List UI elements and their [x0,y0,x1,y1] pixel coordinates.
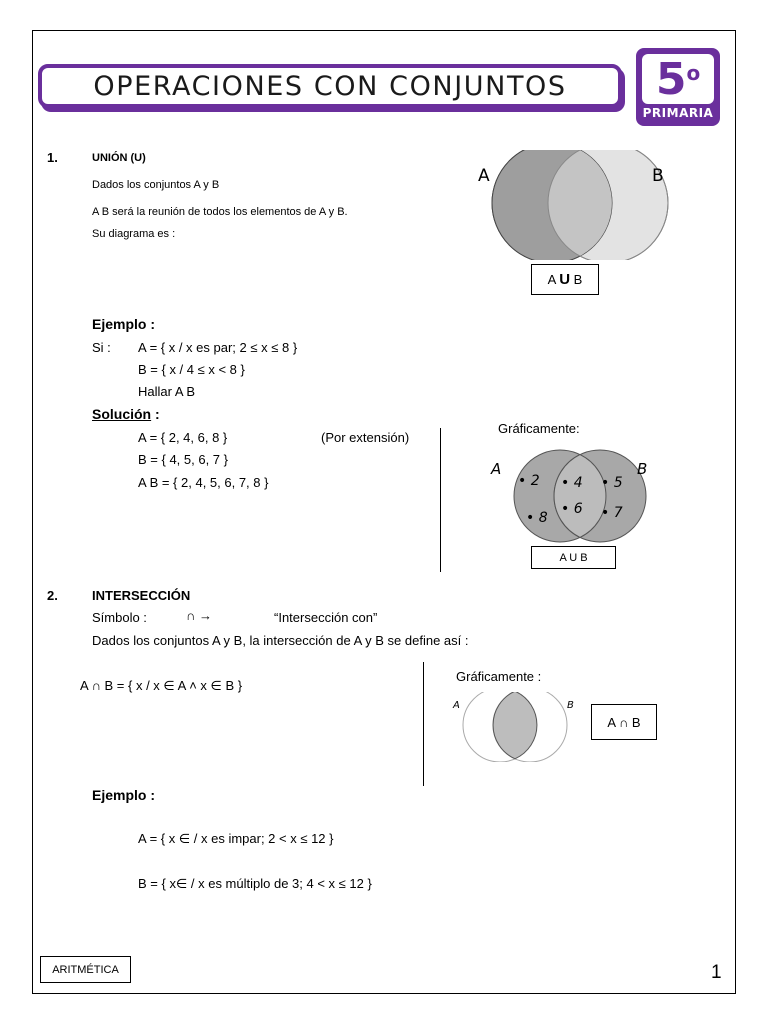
divider-line-2 [423,662,424,786]
example2-set-a: A = { x ∈ / x es impar; 2 < x ≤ 12 } [138,831,334,846]
example1-set-a: A = { x / x es par; 2 ≤ x ≤ 8 } [138,340,298,355]
element-5: • 5 [601,475,623,491]
intersection-caption: A ∩ B [607,714,641,730]
grade-number [642,54,714,104]
grade-badge [636,48,720,126]
example2-set-b: B = { x∈ / x es múltiplo de 3; 4 < x ≤ 12 } [138,876,372,891]
symbol-value: ∩ → [186,608,212,623]
divider-line-1 [440,428,441,572]
element-4: • 4 [561,475,583,491]
solution-set-a: A = { 2, 4, 6, 8 } [138,430,228,445]
grade-digit: 5 [655,53,687,105]
union-venn-diagram [470,150,670,260]
element-6: • 6 [561,501,583,517]
symbol-label: Símbolo : [92,610,147,625]
example1-si-label: Si : [92,340,111,355]
element-2: • 2 [518,473,540,489]
subject-box [40,956,131,983]
example1-heading: Ejemplo : [92,316,156,332]
intersection-venn-diagram [448,692,584,762]
solution-colon: : [151,406,160,422]
example1-venn-diagram [480,448,660,548]
section1-line3: Su diagrama es : [92,228,176,240]
example1-label-a: A [491,460,502,478]
section1-line1: Dados los conjuntos A y B [92,179,220,191]
union-label-a: A [478,166,490,186]
solution-label: Solución [92,406,152,422]
union-caption-box [531,264,599,295]
example2-heading: Ejemplo : [92,787,156,803]
grade-label: PRIMARIA [642,106,714,120]
union-label-b: B [652,166,664,186]
subject-label: ARITMÉTICA [52,963,119,976]
solution-union: A B = { 2, 4, 5, 6, 7, 8 } [138,475,269,490]
grade-ordinal: o [686,61,701,85]
intersection-definition: A ∩ B = { x / x ∈ A ˄ x ∈ B } [80,678,243,693]
solution-note: (Por extensión) [321,430,410,445]
union-caption-symbol: U [559,271,571,288]
intersection-label-a: A [453,700,460,711]
intersection-graph-heading: Gráficamente : [456,669,542,684]
page-number: 1 [711,962,722,983]
intersection-intro: Dados los conjuntos A y B, la intersección de A y B se define así : [92,633,469,648]
example1-caption: A U B [559,551,588,564]
section1-number: 1. [47,150,58,165]
section2-number: 2. [47,588,58,603]
grade-badge-inner [642,54,714,104]
intersection-caption-box [591,704,657,740]
union-caption-left: A [547,272,560,287]
element-7: • 7 [601,505,623,521]
example1-task: Hallar A B [138,384,196,399]
section2-heading: INTERSECCIÓN [92,588,191,603]
section1-heading: UNIÓN (U) [92,152,146,164]
example1-set-b: B = { x / 4 ≤ x < 8 } [138,362,245,377]
example1-caption-box [531,546,616,569]
symbol-meaning: “Intersección con” [274,610,378,625]
example1-graph-heading: Gráficamente: [498,421,580,436]
section1-line2: A B será la reunión de todos los elementos de A y B. [92,206,348,218]
union-caption-right: B [570,272,583,287]
title-banner [38,64,622,108]
solution-heading [92,406,160,422]
solution-set-b: B = { 4, 5, 6, 7 } [138,452,228,467]
element-8: • 8 [526,510,548,526]
page-title: OPERACIONES CON CONJUNTOS [93,70,567,102]
intersection-label-b: B [567,700,574,711]
example1-label-b: B [637,460,648,478]
